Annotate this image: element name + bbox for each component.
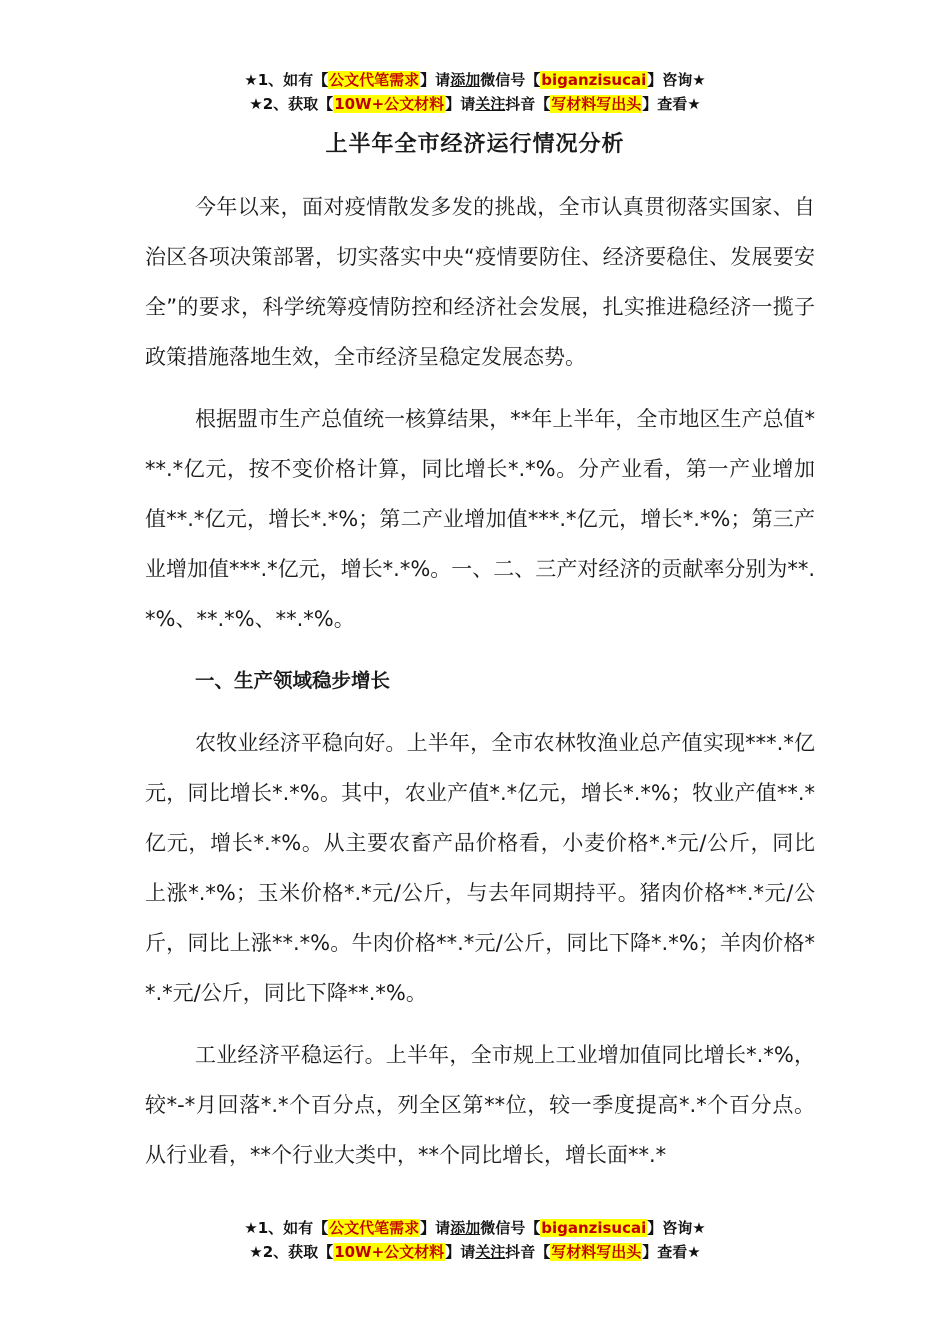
banner-text: 】咨询★: [647, 1219, 706, 1237]
highlight-materials: 10W+公文材料: [334, 95, 445, 113]
paragraph-industry: 工业经济平稳运行。上半年，全市规上工业增加值同比增长*.*%，较*-*月回落*.*个百分点，列全区第**位，较一季度提高*.*个百分点。从行业看，**个行业大类中，**个同比增长，增长面**.*: [145, 1043, 815, 1167]
highlight-materials: 10W+公文材料: [334, 1243, 445, 1261]
highlight-service: 公文代笔需求: [329, 1219, 420, 1237]
banner-text: 】咨询★: [647, 71, 706, 89]
highlight-service: 公文代笔需求: [329, 71, 420, 89]
banner-text: 】请: [420, 1219, 451, 1237]
banner-text: 微信号【: [480, 71, 541, 89]
highlight-douyin-id: 写材料写出头: [551, 95, 642, 113]
banner-text: ★1、如有【: [244, 1219, 329, 1237]
banner-text: 抖音【: [505, 95, 551, 113]
banner-text: 微信号【: [480, 1219, 541, 1237]
paragraph-agriculture: 农牧业经济平稳向好。上半年，全市农林牧渔业总产值实现***.*亿元，同比增长*.*%。其中，农业产值*.*亿元，增长*.*%；牧业产值**.*亿元，增长*.*%。从主要农畜产品价格看，小麦价格*.*元/公斤，同比上涨*.*%；玉米价格*.*元/公斤，与去年同期持平。猪肉价格**.*元/公斤，同比上涨**.*%。牛肉价格**.*元/公斤，同比下降*.*%；羊肉价格**.*元/公斤，同比下降**.*%。: [145, 731, 815, 1005]
underlined-text: 添加: [450, 1219, 481, 1237]
banner-line-2: [0, 92, 950, 116]
banner-text: 】请: [445, 95, 476, 113]
banner-text: ★1、如有【: [244, 71, 329, 89]
bottom-banner: [0, 1216, 950, 1264]
document-title: 上半年全市经济运行情况分析: [325, 132, 625, 157]
document-body: [145, 182, 815, 1192]
banner-text: ★2、获取【: [249, 95, 334, 113]
highlight-douyin-id: 写材料写出头: [551, 1243, 642, 1261]
banner-text: 】请: [420, 71, 451, 89]
banner-line-1: [0, 68, 950, 92]
top-banner: [0, 68, 950, 116]
banner-text: 】请: [445, 1243, 476, 1261]
paragraph-intro: 今年以来，面对疫情散发多发的挑战，全市认真贯彻落实国家、自治区各项决策部署，切实落实中央“疫情要防住、经济要稳住、发展要安全”的要求，科学统筹疫情防控和经济社会发展，扎实推进稳经济一揽子政策措施落地生效，全市经济呈稳定发展态势。: [145, 195, 815, 369]
banner-line-1: [0, 1216, 950, 1240]
banner-text: ★2、获取【: [249, 1243, 334, 1261]
underlined-text: 关注: [475, 1243, 506, 1261]
banner-text: 抖音【: [505, 1243, 551, 1261]
banner-text: 】查看★: [642, 1243, 701, 1261]
underlined-text: 关注: [475, 95, 506, 113]
underlined-text: 添加: [450, 71, 481, 89]
banner-line-2: [0, 1240, 950, 1264]
section-heading: 一、生产领域稳步增长: [195, 669, 391, 692]
highlight-wechat-id: biganzisucai: [541, 1219, 647, 1237]
banner-text: 】查看★: [642, 95, 701, 113]
highlight-wechat-id: biganzisucai: [541, 71, 647, 89]
paragraph-gdp: 根据盟市生产总值统一核算结果，**年上半年，全市地区生产总值***.*亿元，按不变价格计算，同比增长*.*%。分产业看，第一产业增加值**.*亿元，增长*.*%；第二产业增加值***.*亿元，增长*.*%；第三产业增加值***.*亿元，增长*.*%。一、二、三产对经济的贡献率分别为**.*%、**.*%、**.*%。: [145, 407, 815, 631]
